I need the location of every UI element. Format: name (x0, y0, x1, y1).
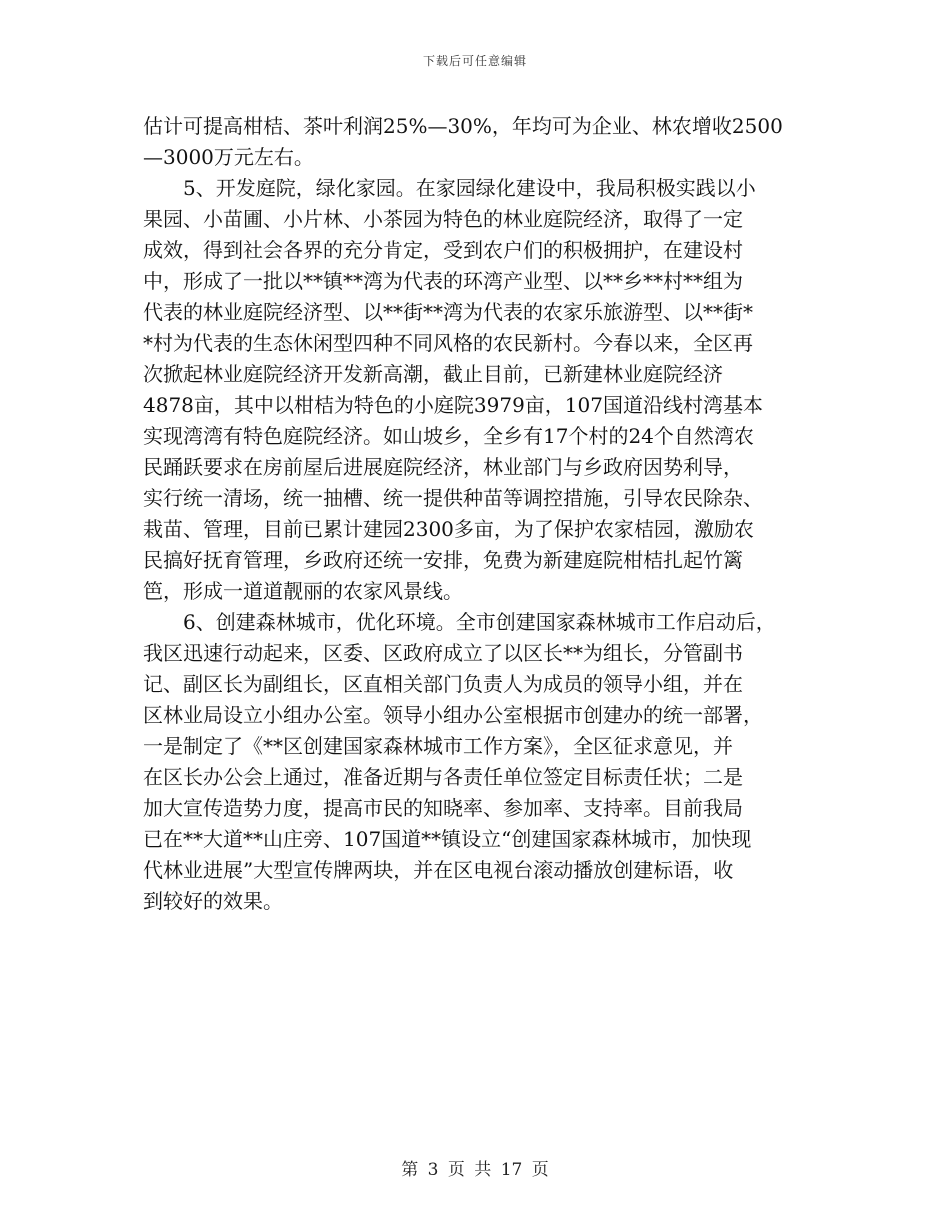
text-line: 到较好的效果。 (143, 889, 283, 913)
text-line: 估计可提高柑桔、茶叶利润25%—30%，年均可为企业、林农增收2500 (143, 114, 783, 138)
text-line: 记、副区长为副组长，区直相关部门负责人为成员的领导小组，并在 (143, 672, 743, 696)
text-line: 中，形成了一批以**镇**湾为代表的环湾产业型、以**乡**村**组为 (143, 269, 743, 293)
text-line: 实行统一清场，统一抽槽、统一提供种苗等调控措施，引导农民除杂、 (143, 486, 763, 510)
text-line: 成效，得到社会各界的充分肯定，受到农户们的积极拥护，在建设村 (143, 238, 743, 262)
text-line: 民踊跃要求在房前屋后进展庭院经济，林业部门与乡政府因势利导， (143, 455, 743, 479)
text-line: 栽苗、管理，目前已累计建园2300多亩，为了保护农家桔园，激励农 (143, 517, 754, 541)
page-header: 下载后可任意编辑 (422, 54, 527, 68)
text-line: 民搞好抚育管理，乡政府还统一安排，免费为新建庭院柑桔扎起竹篱 (143, 548, 743, 572)
text-line: 加大宣传造势力度，提高市民的知晓率、参加率、支持率。目前我局 (143, 796, 743, 820)
text-line: 一是制定了《**区创建国家森林城市工作方案》，全区征求意见，并 (143, 734, 733, 758)
text-line: 6、创建森林城市，优化环境。全市创建国家森林城市工作启动后， (143, 610, 776, 634)
text-line: 代林业进展”大型宣传牌两块，并在区电视台滚动播放创建标语，收 (143, 858, 734, 882)
text-line: *村为代表的生态休闲型四种不同风格的农民新村。今春以来，全区再 (143, 331, 753, 355)
text-line: 5、开发庭院，绿化家园。在家园绿化建设中，我局积极实践以小 (143, 176, 756, 200)
text-line: 已在**大道**山庄旁、107国道**镇设立“创建国家森林城市，加快现 (143, 827, 752, 851)
text-line: 笆，形成一道道靓丽的农家风景线。 (143, 579, 463, 603)
document-body (143, 111, 809, 917)
text-line: 果园、小苗圃、小片林、小茶园为特色的林业庭院经济，取得了一定 (143, 207, 743, 231)
text-line: —3000万元左右。 (143, 145, 314, 169)
page-footer: 第 3 页 共 17 页 (401, 1160, 549, 1180)
text-line: 代表的林业庭院经济型、以**街**湾为代表的农家乐旅游型、以**街* (143, 300, 753, 324)
text-line: 实现湾湾有特色庭院经济。如山坡乡，全乡有17个村的24个自然湾农 (143, 424, 754, 448)
text-line: 在区长办公会上通过，准备近期与各责任单位签定目标责任状；二是 (143, 765, 743, 789)
text-line: 4878亩，其中以柑桔为特色的小庭院3979亩，107国道沿线村湾基本 (143, 393, 763, 417)
text-line: 次掀起林业庭院经济开发新高潮，截止目前，已新建林业庭院经济 (143, 362, 723, 386)
text-line: 我区迅速行动起来，区委、区政府成立了以区长**为组长，分管副书 (143, 641, 743, 665)
text-line: 区林业局设立小组办公室。领导小组办公室根据市创建办的统一部署， (143, 703, 763, 727)
